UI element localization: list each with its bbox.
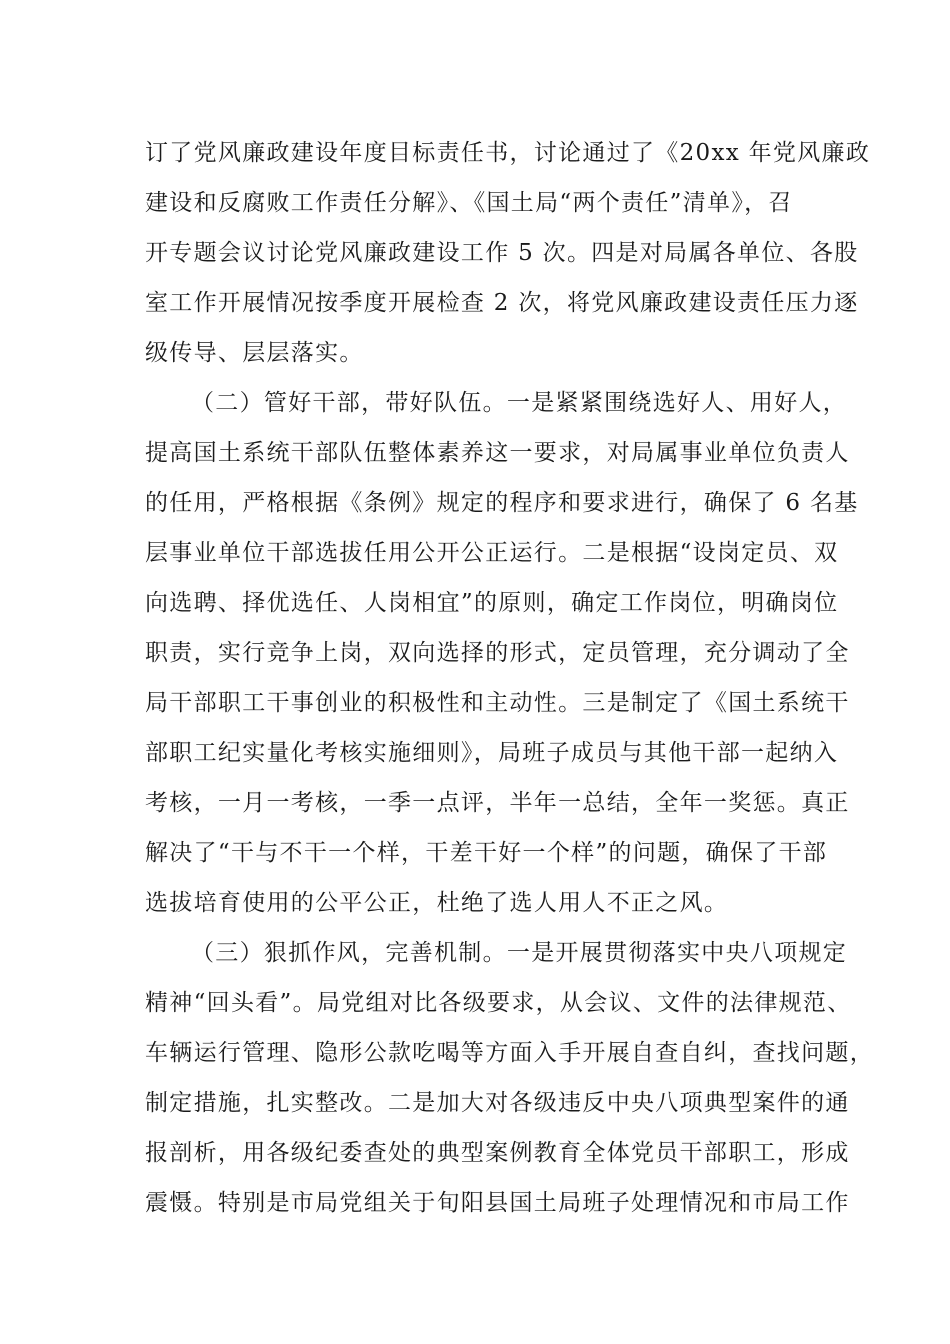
text-line: 室工作开展情况按季度开展检查 2 次，将党风廉政建设责任压力逐 (145, 290, 859, 316)
paragraph-heading-2: （二）管好干部，带好队伍。一是紧紧围绕选好人、用好人， (191, 390, 848, 416)
text-line: 订了党风廉政建设年度目标责任书，讨论通过了《20xx 年党风廉政 (145, 140, 871, 166)
text-line: 开专题会议讨论党风廉政建设工作 5 次。四是对局属各单位、各股 (145, 240, 859, 266)
text-line: 的任用，严格根据《条例》规定的程序和要求进行，确保了 6 名基 (145, 490, 859, 516)
text-line: 精神“回头看”。局党组对比各级要求，从会议、文件的法律规范、 (145, 990, 852, 1016)
text-line: 建设和反腐败工作责任分解》、《国土局“两个责任”清单》，召 (145, 190, 793, 216)
text-line: 考核，一月一考核，一季一点评，半年一总结，全年一奖惩。真正 (145, 790, 850, 816)
text-line: 制定措施，扎实整改。二是加大对各级违反中央八项典型案件的通 (145, 1090, 850, 1116)
paragraph-heading-3: （三）狠抓作风，完善机制。一是开展贯彻落实中央八项规定 (191, 940, 848, 966)
text-line: 向选聘、择优选任、人岗相宜”的原则，确定工作岗位，明确岗位 (145, 590, 839, 616)
text-line: 解决了“干与不干一个样，干差干好一个样”的问题，确保了干部 (145, 840, 828, 866)
text-line: 震慑。特别是市局党组关于旬阳县国土局班子处理情况和市局工作 (145, 1190, 850, 1216)
text-line: 部职工纪实量化考核实施细则》，局班子成员与其他干部一起纳入 (145, 740, 839, 766)
text-line: 选拔培育使用的公平公正，杜绝了选人用人不正之风。 (145, 890, 729, 916)
text-line: 提高国土系统干部队伍整体素养这一要求，对局属事业单位负责人 (145, 440, 850, 466)
text-line: 职责，实行竞争上岗，双向选择的形式，定员管理，充分调动了全 (145, 640, 850, 666)
text-line: 报剖析，用各级纪委查处的典型案例教育全体党员干部职工，形成 (145, 1140, 850, 1166)
text-line: 层事业单位干部选拔任用公开公正运行。二是根据“设岗定员、双 (145, 540, 839, 566)
text-line: 车辆运行管理、隐形公款吃喝等方面入手开展自查自纠，查找问题， (145, 1040, 874, 1066)
text-line: 级传导、层层落实。 (145, 340, 364, 366)
text-line: 局干部职工干事创业的积极性和主动性。三是制定了《国土系统干 (145, 690, 850, 716)
